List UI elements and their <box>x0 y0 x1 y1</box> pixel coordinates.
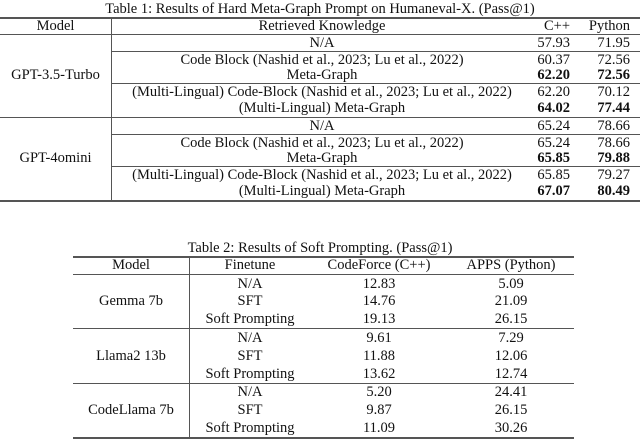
knowledge-cell: Code Block (Nashid et al., 2023; Lu et al., 2022) <box>180 52 464 68</box>
model-name: GPT-3.5-Turbo <box>11 67 100 83</box>
python-cell: 70.12 <box>597 84 630 100</box>
knowledge-cell: (Multi-Lingual) Meta-Graph <box>238 183 406 199</box>
header-python: Python <box>588 18 630 34</box>
python-cell: 79.88 <box>597 150 630 166</box>
python-cell: 78.66 <box>597 118 630 134</box>
python-cell: 72.56 <box>597 52 630 68</box>
python-cell: 72.56 <box>597 67 630 83</box>
apps-cell: 7.29 <box>498 330 524 346</box>
table-1-caption: Table 1: Results of Hard Meta-Graph Prompt on Humaneval-X. (Pass@1) <box>105 1 535 17</box>
codeforce-cell: 9.87 <box>366 402 392 418</box>
header-rule <box>73 274 574 275</box>
finetune-cell: Soft Prompting <box>205 420 295 436</box>
knowledge-cell: Meta-Graph <box>286 150 358 166</box>
codeforce-cell: 9.61 <box>366 330 392 346</box>
cpp-cell: 62.20 <box>537 84 570 100</box>
finetune-cell: N/A <box>237 330 263 346</box>
cpp-cell: 67.07 <box>537 183 570 199</box>
group-rule <box>73 328 574 329</box>
cpp-cell: 60.37 <box>537 52 570 68</box>
knowledge-cell: N/A <box>309 35 335 51</box>
finetune-cell: Soft Prompting <box>205 366 295 382</box>
finetune-cell: SFT <box>237 348 263 364</box>
bottom-rule <box>73 437 574 439</box>
cpp-cell: 57.93 <box>537 35 570 51</box>
cpp-cell: 65.24 <box>537 135 570 151</box>
model-name: CodeLlama 7b <box>88 402 174 418</box>
codeforce-cell: 13.62 <box>362 366 396 382</box>
codeforce-cell: 5.20 <box>366 384 392 400</box>
table-2-caption: Table 2: Results of Soft Prompting. (Pass@1) <box>187 240 453 256</box>
header-codeforce: CodeForce (C++) <box>327 257 431 273</box>
apps-cell: 26.15 <box>494 311 528 327</box>
cpp-cell: 62.20 <box>537 67 570 83</box>
model-name: Gemma 7b <box>98 293 164 309</box>
header-finetune: Finetune <box>224 257 276 273</box>
header-model: Model <box>112 257 150 273</box>
model-name: GPT-4omini <box>19 150 92 166</box>
python-cell: 77.44 <box>597 100 630 116</box>
knowledge-cell: (Multi-Lingual) Code-Block (Nashid et al., 2023; Lu et al., 2022) <box>132 167 512 183</box>
knowledge-cell: N/A <box>309 118 335 134</box>
finetune-cell: N/A <box>237 276 263 292</box>
knowledge-cell: (Multi-Lingual) Meta-Graph <box>238 100 406 116</box>
knowledge-cell: Meta-Graph <box>286 67 358 83</box>
apps-cell: 12.74 <box>494 366 528 382</box>
cpp-cell: 64.02 <box>537 100 570 116</box>
python-cell: 71.95 <box>597 35 630 51</box>
finetune-cell: SFT <box>237 293 263 309</box>
finetune-cell: SFT <box>237 402 263 418</box>
apps-cell: 30.26 <box>494 420 528 436</box>
python-cell: 80.49 <box>597 183 630 199</box>
cpp-cell: 65.24 <box>537 118 570 134</box>
header-apps: APPS (Python) <box>466 257 556 273</box>
python-cell: 78.66 <box>597 135 630 151</box>
codeforce-cell: 11.09 <box>362 420 396 436</box>
codeforce-cell: 14.76 <box>362 293 396 309</box>
cpp-cell: 65.85 <box>537 150 570 166</box>
apps-cell: 26.15 <box>494 402 528 418</box>
model-name: Llama2 13b <box>96 348 166 364</box>
codeforce-cell: 11.88 <box>362 348 396 364</box>
apps-cell: 21.09 <box>494 293 528 309</box>
knowledge-cell: (Multi-Lingual) Code-Block (Nashid et al., 2023; Lu et al., 2022) <box>132 84 512 100</box>
apps-cell: 12.06 <box>494 348 528 364</box>
apps-cell: 5.09 <box>498 276 524 292</box>
finetune-cell: Soft Prompting <box>205 311 295 327</box>
cpp-cell: 65.85 <box>537 167 570 183</box>
finetune-cell: N/A <box>237 384 263 400</box>
header-knowledge: Retrieved Knowledge <box>258 18 386 34</box>
header-cpp: C++ <box>543 18 570 34</box>
python-cell: 79.27 <box>597 167 630 183</box>
codeforce-cell: 19.13 <box>362 311 396 327</box>
apps-cell: 24.41 <box>494 384 528 400</box>
header-model: Model <box>36 18 75 34</box>
codeforce-cell: 12.83 <box>362 276 396 292</box>
knowledge-cell: Code Block (Nashid et al., 2023; Lu et al., 2022) <box>180 135 464 151</box>
bottom-rule <box>0 200 640 202</box>
